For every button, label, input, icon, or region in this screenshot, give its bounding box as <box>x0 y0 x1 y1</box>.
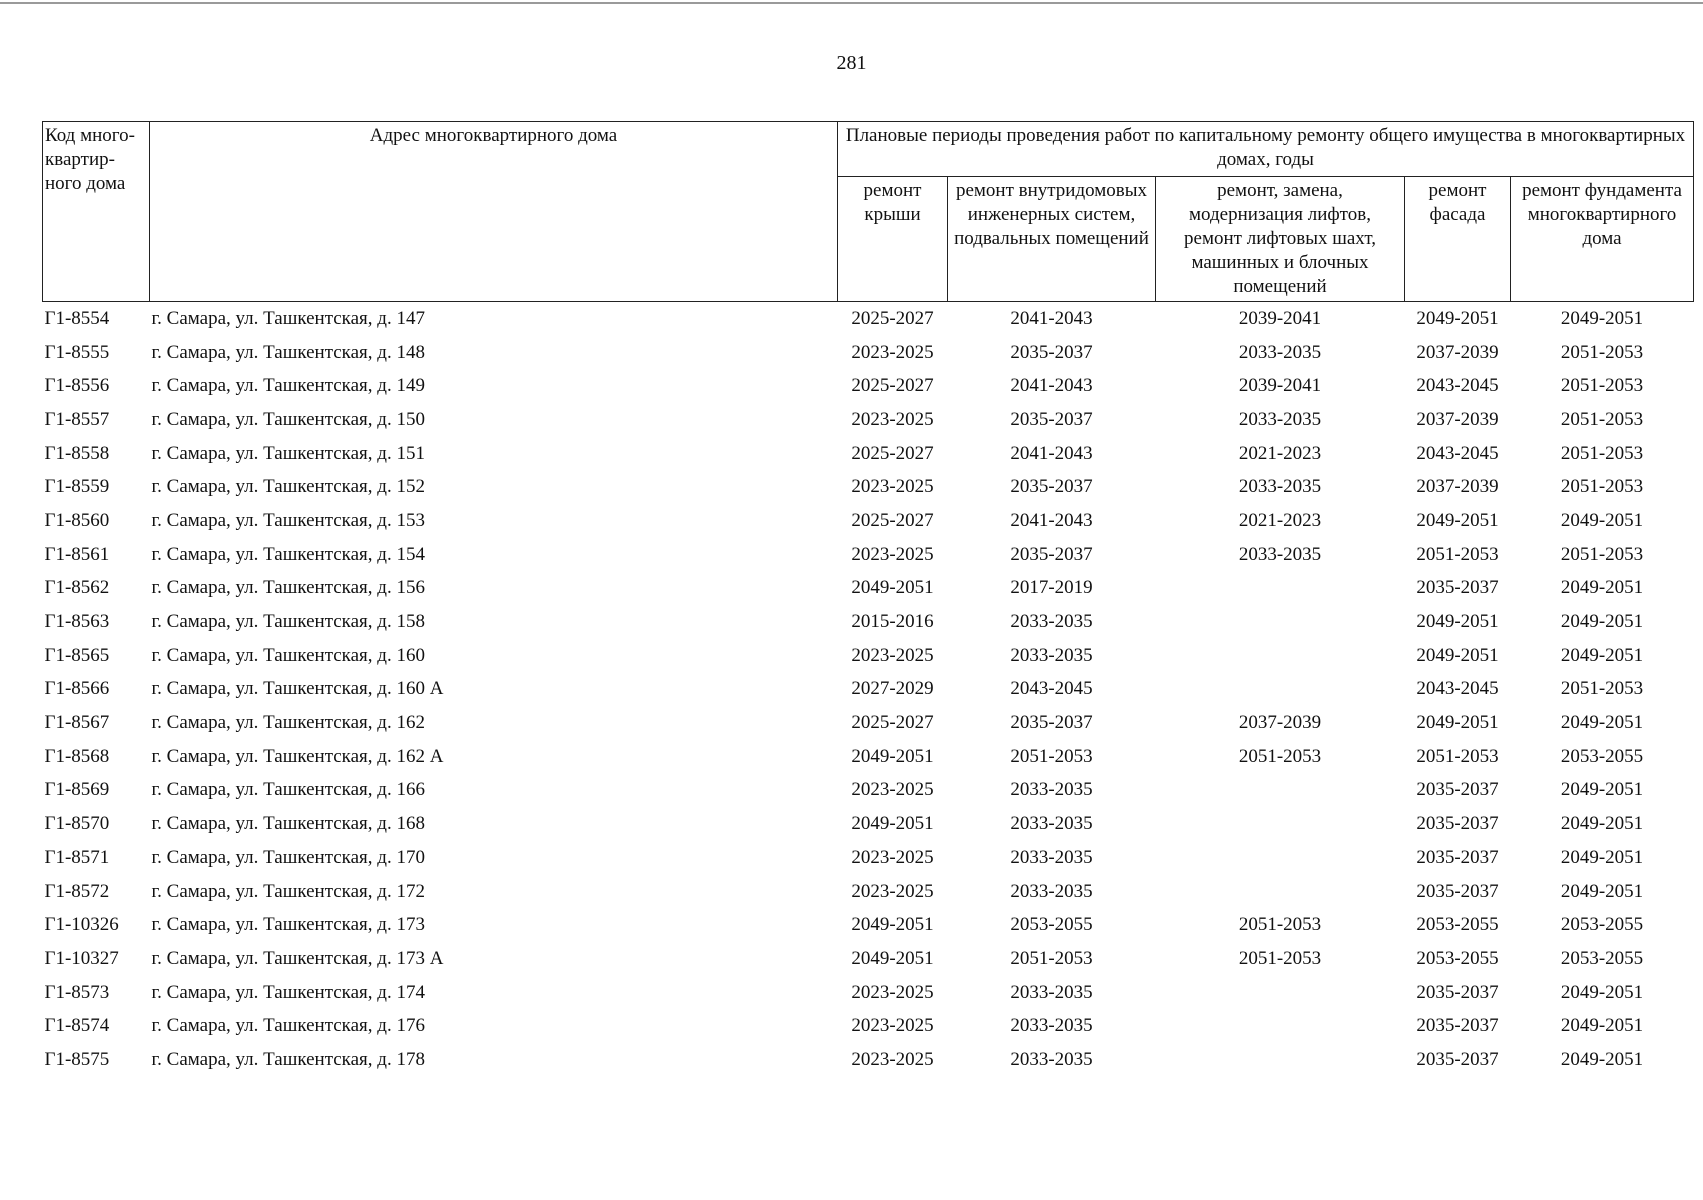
cell-facade: 2049-2051 <box>1416 644 1499 666</box>
cell-engineering: 2053-2055 <box>1010 914 1093 936</box>
table-row <box>43 538 1694 572</box>
cell-engineering: 2033-2035 <box>1010 644 1093 666</box>
cell-lifts: 2021-2023 <box>1238 442 1322 464</box>
table-body <box>43 302 1694 1077</box>
cell-engineering: 2041-2043 <box>1010 442 1093 464</box>
cell-roof: 2023-2025 <box>851 1048 934 1070</box>
cell-foundation: 2053-2055 <box>1560 914 1644 936</box>
cell-roof: 2049-2051 <box>851 813 934 835</box>
cell-address: г. Самара, ул. Ташкентская, д. 178 <box>151 1048 425 1070</box>
cell-code: Г1-8572 <box>44 880 110 902</box>
cell-foundation: 2051-2053 <box>1560 678 1644 700</box>
cell-code: Г1-8559 <box>44 476 110 498</box>
cell-foundation: 2049-2051 <box>1560 981 1644 1003</box>
cell-address: г. Самара, ул. Ташкентская, д. 174 <box>151 981 425 1003</box>
cell-foundation: 2049-2051 <box>1560 880 1644 902</box>
cell-facade: 2035-2037 <box>1416 813 1499 835</box>
cell-facade: 2049-2051 <box>1416 307 1499 329</box>
cell-facade: 2051-2053 <box>1416 745 1499 767</box>
cell-roof: 2023-2025 <box>851 476 934 498</box>
cell-foundation: 2049-2051 <box>1560 644 1644 666</box>
cell-engineering: 2051-2053 <box>1010 947 1093 969</box>
cell-lifts: 2039-2041 <box>1238 307 1322 329</box>
cell-roof: 2015-2016 <box>851 611 934 633</box>
cell-roof: 2023-2025 <box>851 341 934 363</box>
cell-facade: 2043-2045 <box>1416 375 1499 397</box>
table-header <box>43 122 1694 302</box>
table-row <box>43 437 1694 471</box>
cell-code: Г1-8568 <box>44 745 110 767</box>
cell-code: Г1-10326 <box>44 914 119 936</box>
cell-lifts <box>1156 639 1405 673</box>
cell-foundation: 2051-2053 <box>1560 442 1644 464</box>
table-row <box>43 976 1694 1010</box>
cell-roof: 2023-2025 <box>851 779 934 801</box>
cell-code: Г1-8569 <box>44 779 110 801</box>
cell-lifts: 2051-2053 <box>1238 745 1322 767</box>
cell-foundation: 2051-2053 <box>1560 341 1644 363</box>
cell-facade: 2049-2051 <box>1416 509 1499 531</box>
cell-roof: 2023-2025 <box>851 543 934 565</box>
cell-address: г. Самара, ул. Ташкентская, д. 168 <box>151 813 425 835</box>
table-row <box>43 572 1694 606</box>
cell-address: г. Самара, ул. Ташкентская, д. 173 А <box>151 947 444 969</box>
cell-roof: 2025-2027 <box>851 307 934 329</box>
cell-code: Г1-8567 <box>44 712 110 734</box>
cell-facade: 2035-2037 <box>1416 1015 1499 1037</box>
cell-lifts <box>1156 976 1405 1010</box>
cell-lifts <box>1156 1043 1405 1077</box>
header-foundation: ремонт фундамента многоквартирного дома <box>1511 177 1694 302</box>
cell-engineering: 2033-2035 <box>1010 611 1093 633</box>
header-periods-group: Плановые периоды проведения работ по капитальному ремонту общего имущества в многоквартирных домах, годы <box>838 122 1694 177</box>
cell-address: г. Самара, ул. Ташкентская, д. 156 <box>151 577 425 599</box>
cell-lifts: 2051-2053 <box>1238 947 1322 969</box>
cell-code: Г1-8554 <box>44 307 110 329</box>
cell-address: г. Самара, ул. Ташкентская, д. 162 <box>151 712 425 734</box>
cell-foundation: 2051-2053 <box>1560 375 1644 397</box>
cell-facade: 2053-2055 <box>1416 947 1499 969</box>
cell-engineering: 2041-2043 <box>1010 509 1093 531</box>
cell-foundation: 2049-2051 <box>1560 846 1644 868</box>
cell-facade: 2035-2037 <box>1416 880 1499 902</box>
cell-facade: 2035-2037 <box>1416 981 1499 1003</box>
cell-facade: 2037-2039 <box>1416 476 1499 498</box>
header-lifts: ремонт, замена, модернизация лифтов, ремонт лифтовых шахт, машинных и блочных помещений <box>1156 177 1405 302</box>
cell-foundation: 2049-2051 <box>1560 1048 1644 1070</box>
cell-engineering: 2017-2019 <box>1010 577 1093 599</box>
table-row <box>43 807 1694 841</box>
cell-engineering: 2033-2035 <box>1010 880 1093 902</box>
cell-foundation: 2049-2051 <box>1560 577 1644 599</box>
cell-foundation: 2049-2051 <box>1560 779 1644 801</box>
table-row <box>43 403 1694 437</box>
cell-roof: 2025-2027 <box>851 442 934 464</box>
cell-address: г. Самара, ул. Ташкентская, д. 151 <box>151 442 425 464</box>
cell-foundation: 2049-2051 <box>1560 712 1644 734</box>
cell-code: Г1-8565 <box>44 644 110 666</box>
cell-lifts <box>1156 774 1405 808</box>
cell-lifts <box>1156 673 1405 707</box>
cell-code: Г1-8561 <box>44 543 110 565</box>
header-engineering: ремонт внутридомовых инженерных систем, подвальных помещений <box>948 177 1156 302</box>
cell-lifts <box>1156 1009 1405 1043</box>
cell-facade: 2051-2053 <box>1416 543 1499 565</box>
cell-code: Г1-10327 <box>44 947 119 969</box>
cell-code: Г1-8560 <box>44 509 110 531</box>
cell-lifts: 2021-2023 <box>1238 509 1322 531</box>
cell-engineering: 2033-2035 <box>1010 779 1093 801</box>
cell-roof: 2025-2027 <box>851 509 934 531</box>
cell-lifts: 2039-2041 <box>1238 375 1322 397</box>
cell-lifts: 2033-2035 <box>1238 341 1322 363</box>
cell-foundation: 2051-2053 <box>1560 543 1644 565</box>
cell-engineering: 2035-2037 <box>1010 712 1093 734</box>
cell-roof: 2023-2025 <box>851 1015 934 1037</box>
cell-engineering: 2043-2045 <box>1010 678 1093 700</box>
cell-foundation: 2049-2051 <box>1560 1015 1644 1037</box>
cell-address: г. Самара, ул. Ташкентская, д. 150 <box>151 408 425 430</box>
cell-lifts <box>1156 807 1405 841</box>
cell-code: Г1-8566 <box>44 678 110 700</box>
cell-foundation: 2053-2055 <box>1560 745 1644 767</box>
cell-foundation: 2049-2051 <box>1560 307 1644 329</box>
cell-roof: 2049-2051 <box>851 577 934 599</box>
table-row <box>43 706 1694 740</box>
cell-roof: 2023-2025 <box>851 981 934 1003</box>
cell-foundation: 2051-2053 <box>1560 408 1644 430</box>
cell-lifts: 2033-2035 <box>1238 476 1322 498</box>
page-number: 281 <box>836 52 867 74</box>
cell-address: г. Самара, ул. Ташкентская, д. 160 А <box>151 678 444 700</box>
cell-address: г. Самара, ул. Ташкентская, д. 154 <box>151 543 425 565</box>
table-row <box>43 504 1694 538</box>
cell-code: Г1-8562 <box>44 577 110 599</box>
cell-facade: 2035-2037 <box>1416 846 1499 868</box>
cell-lifts <box>1156 875 1405 909</box>
cell-engineering: 2035-2037 <box>1010 341 1093 363</box>
cell-roof: 2023-2025 <box>851 644 934 666</box>
cell-code: Г1-8570 <box>44 813 110 835</box>
cell-roof: 2023-2025 <box>851 846 934 868</box>
cell-address: г. Самара, ул. Ташкентская, д. 160 <box>151 644 425 666</box>
cell-code: Г1-8557 <box>44 408 110 430</box>
cell-address: г. Самара, ул. Ташкентская, д. 162 А <box>151 745 444 767</box>
cell-engineering: 2033-2035 <box>1010 1015 1093 1037</box>
cell-address: г. Самара, ул. Ташкентская, д. 153 <box>151 509 425 531</box>
cell-facade: 2049-2051 <box>1416 712 1499 734</box>
cell-roof: 2025-2027 <box>851 375 934 397</box>
cell-engineering: 2051-2053 <box>1010 745 1093 767</box>
top-border-line <box>0 2 1703 4</box>
cell-code: Г1-8575 <box>44 1048 110 1070</box>
cell-engineering: 2041-2043 <box>1010 375 1093 397</box>
cell-lifts <box>1156 841 1405 875</box>
cell-facade: 2037-2039 <box>1416 408 1499 430</box>
cell-engineering: 2035-2037 <box>1010 476 1093 498</box>
cell-facade: 2053-2055 <box>1416 914 1499 936</box>
cell-facade: 2037-2039 <box>1416 341 1499 363</box>
cell-address: г. Самара, ул. Ташкентская, д. 170 <box>151 846 425 868</box>
cell-foundation: 2049-2051 <box>1560 813 1644 835</box>
cell-code: Г1-8573 <box>44 981 110 1003</box>
cell-foundation: 2051-2053 <box>1560 476 1644 498</box>
cell-engineering: 2033-2035 <box>1010 1048 1093 1070</box>
table-row <box>43 605 1694 639</box>
cell-engineering: 2033-2035 <box>1010 813 1093 835</box>
cell-address: г. Самара, ул. Ташкентская, д. 149 <box>151 375 425 397</box>
cell-facade: 2035-2037 <box>1416 779 1499 801</box>
cell-address: г. Самара, ул. Ташкентская, д. 176 <box>151 1015 425 1037</box>
cell-engineering: 2035-2037 <box>1010 408 1093 430</box>
cell-lifts <box>1156 605 1405 639</box>
cell-facade: 2035-2037 <box>1416 577 1499 599</box>
cell-roof: 2049-2051 <box>851 914 934 936</box>
cell-code: Г1-8574 <box>44 1015 110 1037</box>
cell-code: Г1-8563 <box>44 611 110 633</box>
table-row <box>43 336 1694 370</box>
table-row <box>43 841 1694 875</box>
cell-address: г. Самара, ул. Ташкентская, д. 152 <box>151 476 425 498</box>
cell-lifts: 2033-2035 <box>1238 543 1322 565</box>
cell-address: г. Самара, ул. Ташкентская, д. 147 <box>151 307 425 329</box>
header-roof: ремонт крыши <box>838 177 948 302</box>
cell-roof: 2023-2025 <box>851 880 934 902</box>
cell-engineering: 2035-2037 <box>1010 543 1093 565</box>
cell-roof: 2027-2029 <box>851 678 934 700</box>
table-row <box>43 470 1694 504</box>
cell-facade: 2035-2037 <box>1416 1048 1499 1070</box>
cell-foundation: 2049-2051 <box>1560 611 1644 633</box>
cell-foundation: 2049-2051 <box>1560 509 1644 531</box>
header-code: Код много-квартир-ного дома <box>43 122 150 302</box>
cell-facade: 2049-2051 <box>1416 611 1499 633</box>
header-facade: ремонт фасада <box>1405 177 1511 302</box>
table-row <box>43 942 1694 976</box>
cell-foundation: 2053-2055 <box>1560 947 1644 969</box>
cell-lifts: 2051-2053 <box>1238 914 1322 936</box>
cell-facade: 2043-2045 <box>1416 442 1499 464</box>
cell-code: Г1-8556 <box>44 375 110 397</box>
cell-address: г. Самара, ул. Ташкентская, д. 166 <box>151 779 425 801</box>
table-row <box>43 673 1694 707</box>
cell-roof: 2049-2051 <box>851 745 934 767</box>
cell-lifts <box>1156 572 1405 606</box>
header-address: Адрес многоквартирного дома <box>150 122 838 302</box>
cell-engineering: 2033-2035 <box>1010 981 1093 1003</box>
cell-address: г. Самара, ул. Ташкентская, д. 172 <box>151 880 425 902</box>
cell-code: Г1-8555 <box>44 341 110 363</box>
table-row <box>43 875 1694 909</box>
cell-roof: 2049-2051 <box>851 947 934 969</box>
cell-address: г. Самара, ул. Ташкентская, д. 158 <box>151 611 425 633</box>
table-row <box>43 1009 1694 1043</box>
cell-address: г. Самара, ул. Ташкентская, д. 173 <box>151 914 425 936</box>
cell-engineering: 2033-2035 <box>1010 846 1093 868</box>
table-row <box>43 740 1694 774</box>
repair-schedule-table <box>42 121 1694 1077</box>
cell-lifts: 2037-2039 <box>1238 712 1322 734</box>
cell-roof: 2023-2025 <box>851 408 934 430</box>
cell-code: Г1-8558 <box>44 442 110 464</box>
cell-address: г. Самара, ул. Ташкентская, д. 148 <box>151 341 425 363</box>
table-row <box>43 302 1694 336</box>
cell-lifts: 2033-2035 <box>1238 408 1322 430</box>
table-row <box>43 908 1694 942</box>
table-row <box>43 774 1694 808</box>
cell-roof: 2025-2027 <box>851 712 934 734</box>
cell-facade: 2043-2045 <box>1416 678 1499 700</box>
table-row <box>43 1043 1694 1077</box>
cell-code: Г1-8571 <box>44 846 110 868</box>
table-row <box>43 639 1694 673</box>
table-row <box>43 369 1694 403</box>
cell-engineering: 2041-2043 <box>1010 307 1093 329</box>
